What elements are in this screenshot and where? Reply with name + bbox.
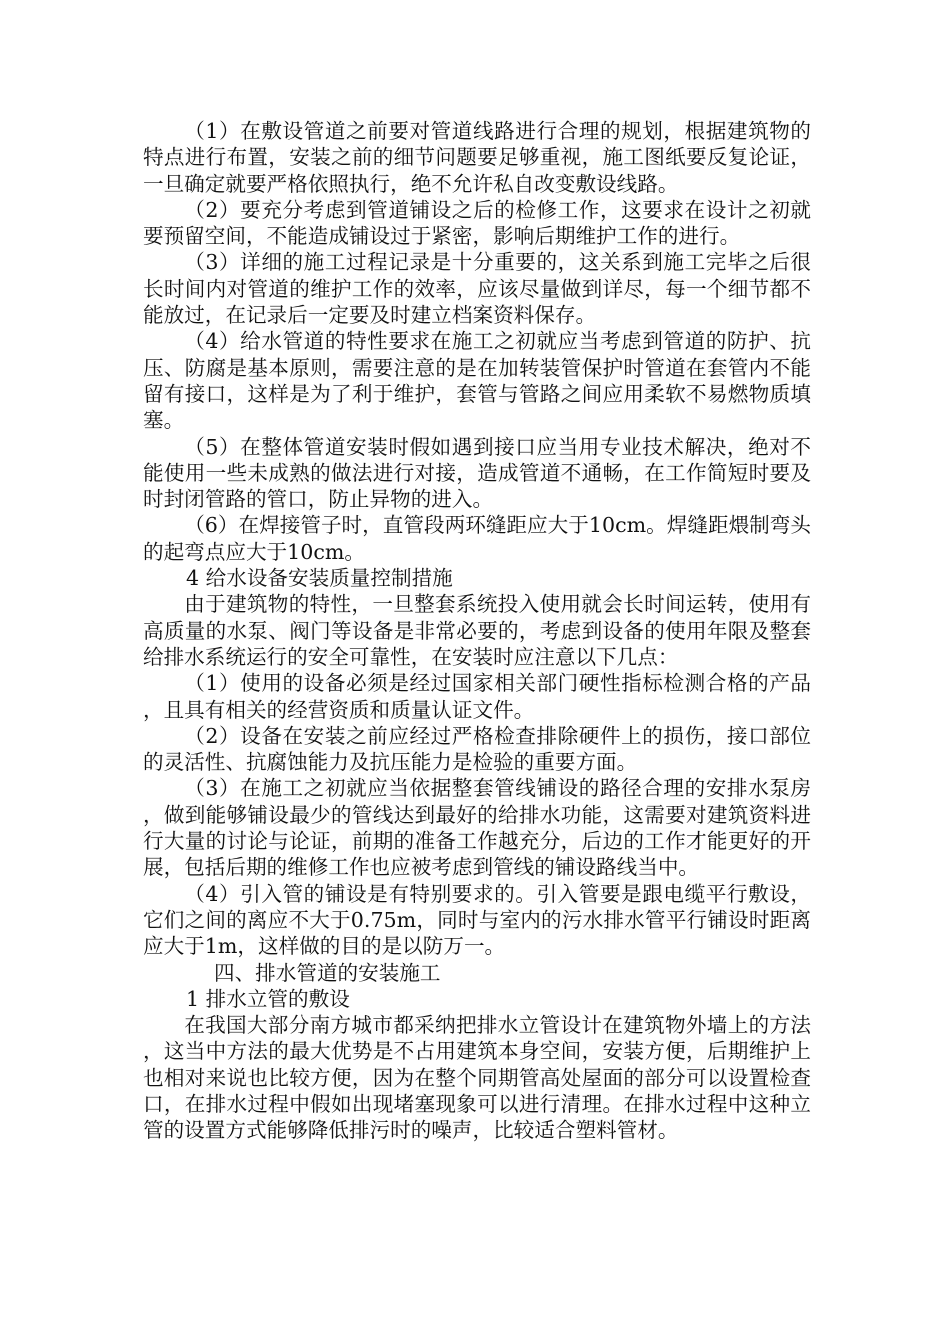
paragraph: （2）要充分考虑到管道铺设之后的检修工作，这要求在设计之初就要预留空间，不能造成铺设过于紧密，影响后期维护工作的进行。 <box>143 197 811 249</box>
paragraph: （6）在焊接管子时，直管段两环缝距应大于10cm。焊缝距煨制弯头的起弯点应大于10cm。 <box>143 513 811 564</box>
paragraph: 在我国大部分南方城市都采纳把排水立管设计在建筑物外墙上的方法，这当中方法的最大优势是不占用建筑本身空间，安装方便，后期维护上也相对来说也比较方便，因为在整个同期管高处屋面的部分可以设置检查口，在排水过程中假如出现堵塞现象可以进行清理。在排水过程中这种立管的设置方式能够降低排污时的噪声，比较适合塑料管材。 <box>143 1013 811 1143</box>
document-body <box>143 118 811 1144</box>
paragraph: （1）在敷设管道之前要对管道线路进行合理的规划，根据建筑物的特点进行布置，安装之前的细节问题要足够重视，施工图纸要反复论证，一旦确定就要严格依照执行，绝不允许私自改变敷设线路。 <box>143 119 811 196</box>
paragraph: （3）在施工之初就应当依据整套管线铺设的路径合理的安排水泵房，做到能够铺设最少的管线达到最好的给排水功能，这需要对建筑资料进行大量的讨论与论证，前期的准备工作越充分，后边的工作才能更好的开展，包括后期的维修工作也应被考虑到管线的铺设路线当中。 <box>143 776 811 880</box>
paragraph: （5）在整体管道安装时假如遇到接口应当用专业技术解决，绝对不能使用一些未成熟的做法进行对接，造成管道不通畅，在工作简短时要及时封闭管路的管口，防止异物的进入。 <box>143 434 811 512</box>
paragraph: （4）引入管的铺设是有特别要求的。引入管要是跟电缆平行敷设，它们之间的离应不大于0.75m，同时与室内的污水排水管平行铺设时距离应大于1m，这样做的目的是以防万一。 <box>143 881 811 959</box>
subsection-heading: 4 给水设备安装质量控制措施 <box>186 566 453 591</box>
paragraph: （1）使用的设备必须是经过国家相关部门硬性指标检测合格的产品，且具有相关的经营资质和质量认证文件。 <box>143 671 811 722</box>
section-heading: 四、排水管道的安装施工 <box>214 960 441 985</box>
paragraph: 由于建筑物的特性，一旦整套系统投入使用就会长时间运转，使用有高质量的水泵、阀门等设备是非常必要的，考虑到设备的使用年限及整套给排水系统运行的安全可靠性，在安装时应注意以下几点： <box>143 592 811 669</box>
paragraph: （2）设备在安装之前应经过严格检查排除硬件上的损伤，接口部位的灵活性、抗腐蚀能力及抗压能力是检验的重要方面。 <box>143 723 811 775</box>
paragraph: （4）给水管道的特性要求在施工之初就应当考虑到管道的防护、抗压、防腐是基本原则，需要注意的是在加转装管保护时管道在套管内不能留有接口，这样是为了利于维护，套管与管路之间应用柔软不易燃物质填塞。 <box>143 329 811 433</box>
subsection-heading: 1 排水立管的敷设 <box>186 986 350 1011</box>
paragraph: （3）详细的施工过程记录是十分重要的，这关系到施工完毕之后很长时间内对管道的维护工作的效率，应该尽量做到详尽，每一个细节都不能放过，在记录后一定要及时建立档案资料保存。 <box>143 250 811 328</box>
